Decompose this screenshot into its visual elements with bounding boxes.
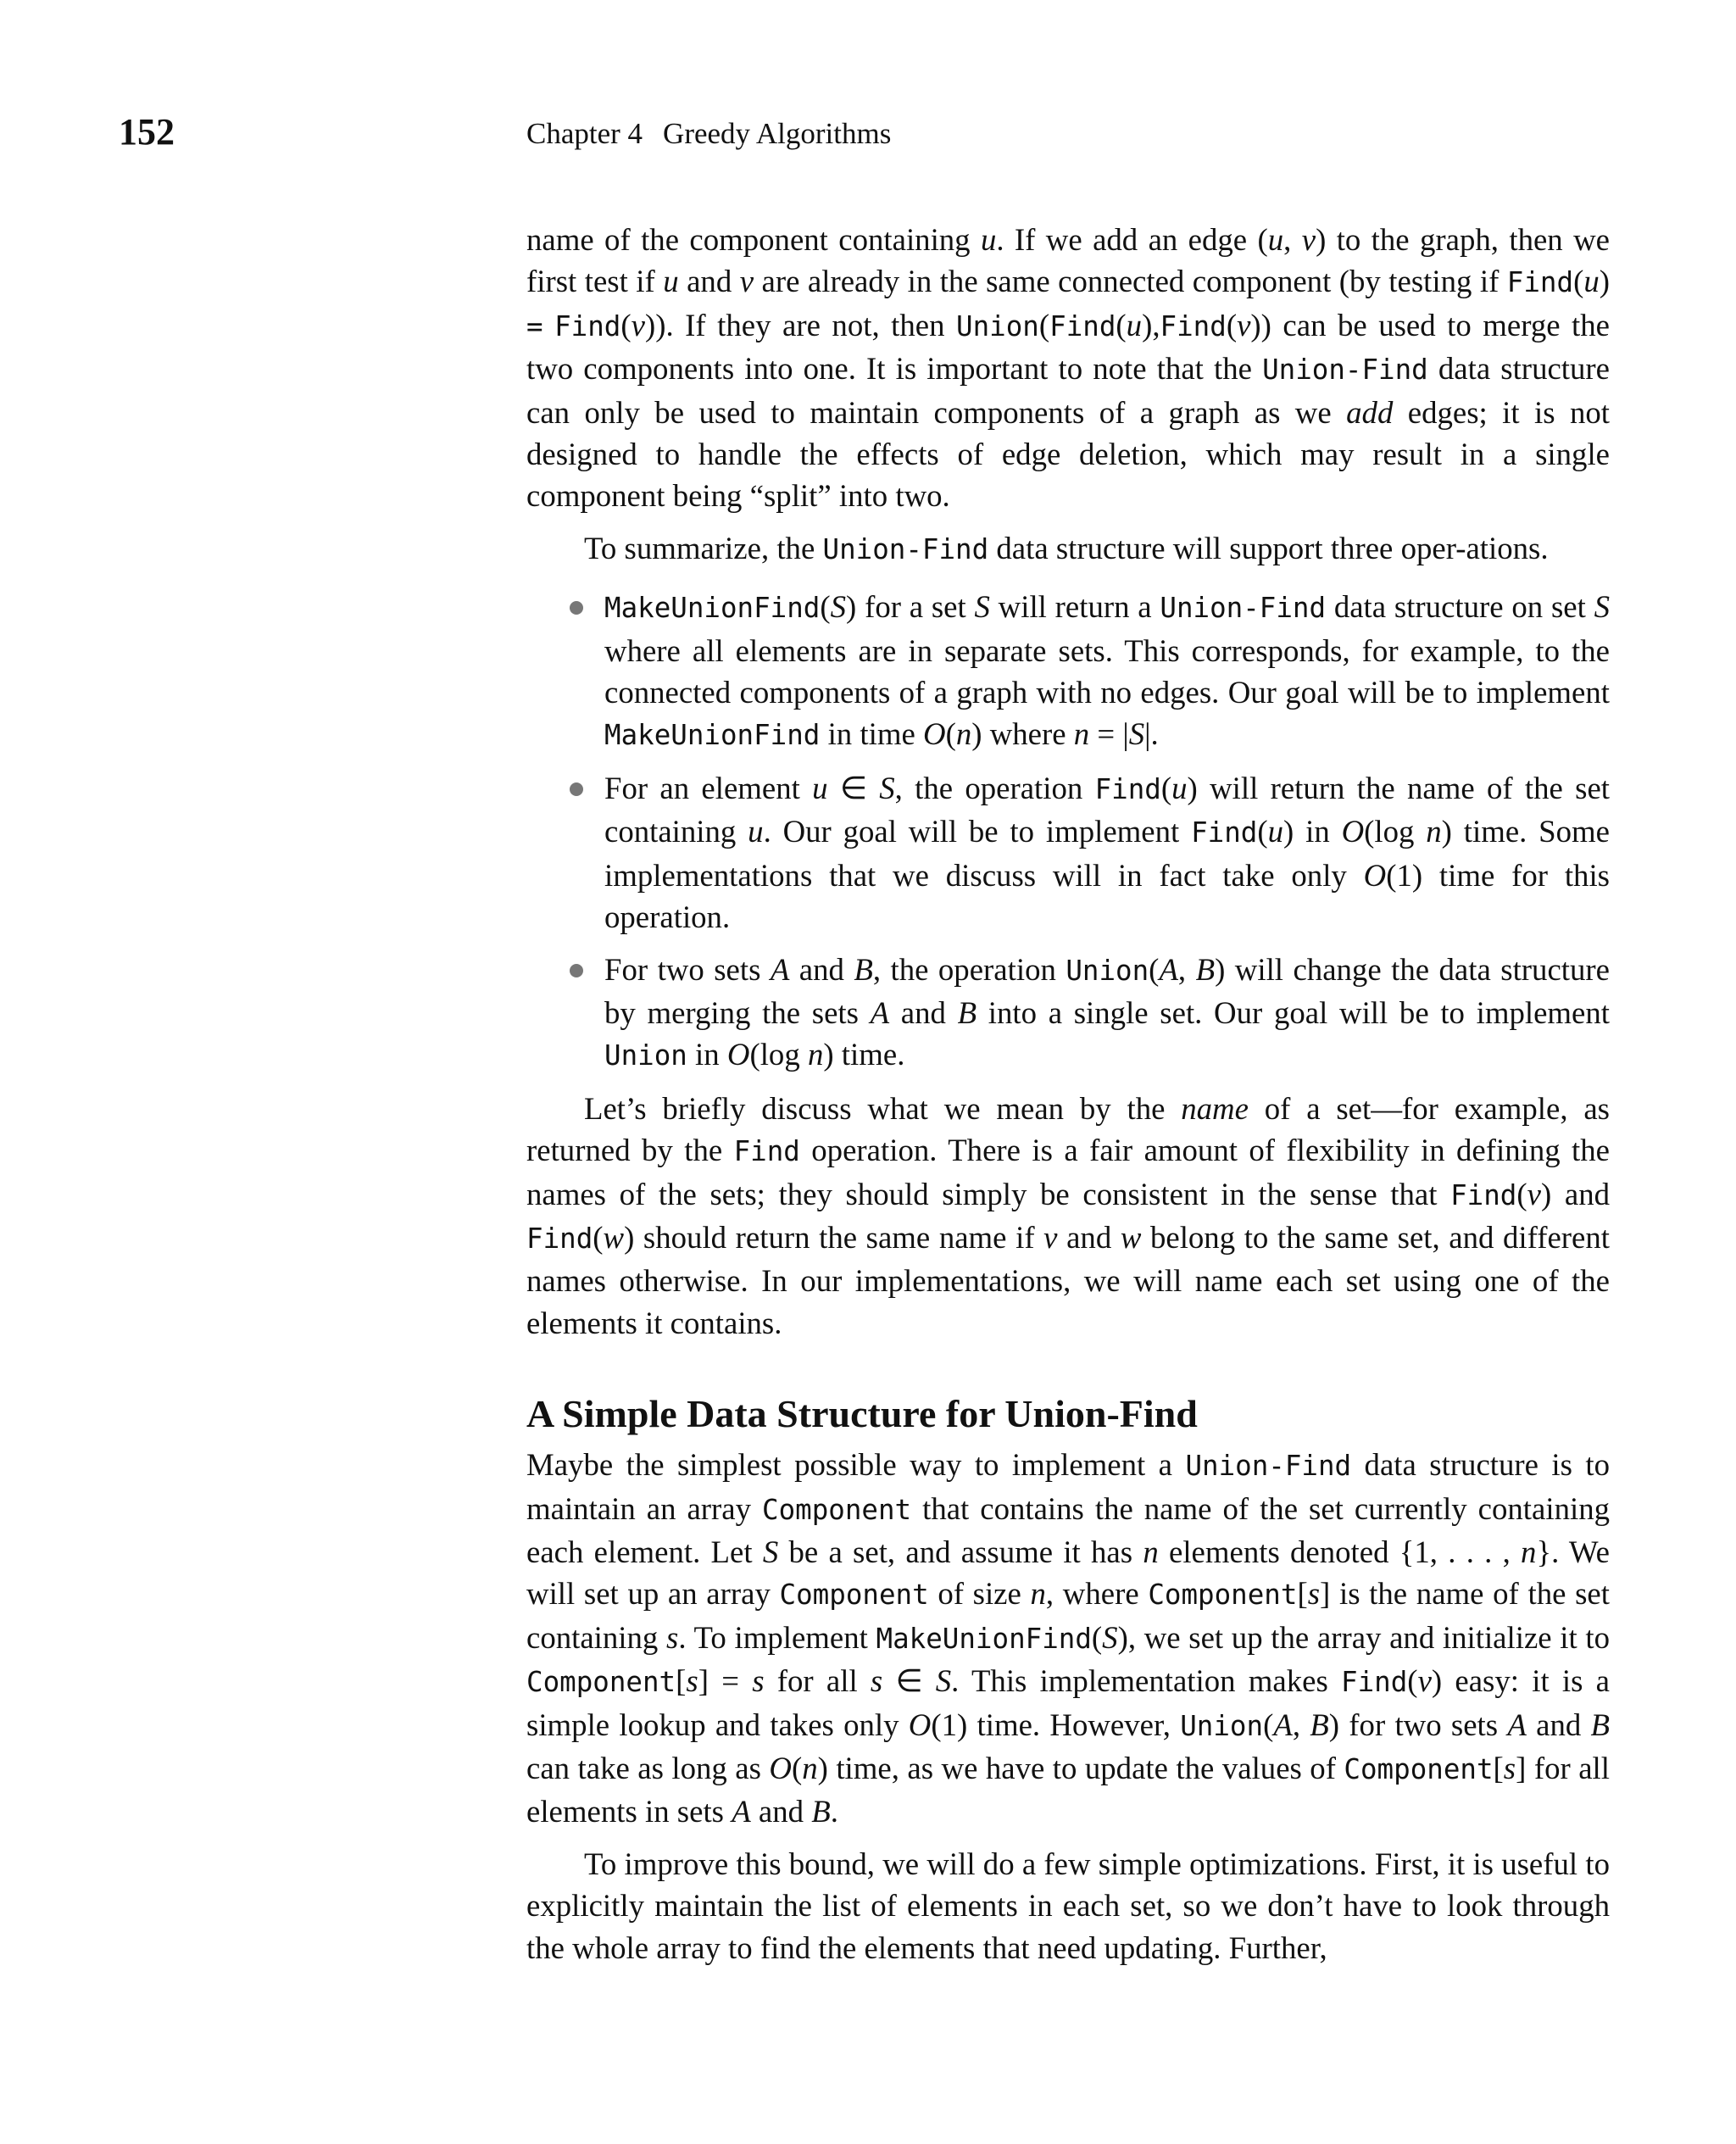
chapter-label: Chapter 4 <box>526 117 643 150</box>
paragraph: To summarize, the Union-Find data structure will support three oper-ations. <box>584 530 1549 565</box>
bullet-icon <box>570 782 583 796</box>
list-item: For an element u ∈ S, the operation Find(u) will return the name of the set containing u. Our goal will be to implement Find(u) in O(log n) time. Some implementations that we discuss will in fact take only O(1) time for this operation. <box>604 767 1610 938</box>
page-number: 152 <box>119 111 175 153</box>
paragraph: Let’s briefly discuss what we mean by the name of a set—for example, as returned by the Find operation. There is a fair amount of flexibility in defining the names of the sets; they should simply be consistent in the sense that Find(v) and Find(w) should return the same name if v and w belong to the same set, and different names otherwise. In our implementations, we will name each set using one of the elements it contains. <box>526 1090 1611 1340</box>
paragraph: To improve this bound, we will do a few simple optimizations. First, it is useful to explicitly maintain the list of elements in each set, so we don’t have to look through the whole array to find the elements that need updating. Further, <box>526 1846 1610 1965</box>
paragraph: Maybe the simplest possible way to implement a Union-Find data structure is to maintain an array Component that contains the name of the set currently containing each element. Let S be a set, and assume it has n elements denoted {1, . . . , n}. We will set up an array Component of size n, where Component[s] is the name of the set containing s. To implement MakeUnionFind(S), we set up the array and initialize it to Component[s] = s for all s ∈ S. This implementation makes Find(v) easy: it is a simple lookup and takes only O(1) time. However, Union(A, B) for two sets A and B can take as long as O(n) time, as we have to update the values of Component[s] for all elements in sets A and B. <box>526 1447 1611 1829</box>
section-heading: A Simple Data Structure for Union-Find <box>526 1392 1198 1436</box>
running-head <box>526 117 891 151</box>
bullet-icon <box>570 601 583 615</box>
body-text <box>526 219 1610 1969</box>
paragraph: name of the component containing u. If we add an edge (u, v) to the graph, then we first test if u and v are already in the same connected component (by testing if Find(u) = Find(v)). If they are not, then Union(Find(u),Find(v)) can be used to merge the two components into one. It is important to note that the Union-Find data structure can only be used to maintain components of a graph as we add edges; it is not designed to handle the effects of edge deletion, which may result in a single component being “split” into two. <box>526 222 1611 514</box>
list-item: For two sets A and B, the operation Union(A, B) will change the data structure by merging the sets A and B into a single set. Our goal will be to implement Union in O(log n) time. <box>604 949 1610 1078</box>
operations-list <box>526 586 1610 1077</box>
list-item: MakeUnionFind(S) for a set S will return a Union-Find data structure on set S where all elements are in separate sets. This corresponds, for example, to the connected components of a graph with no edges. Our goal will be to implement MakeUnionFind in time O(n) where n = |S|. <box>604 586 1610 757</box>
chapter-title: Greedy Algorithms <box>663 117 892 150</box>
bullet-icon <box>570 964 583 977</box>
